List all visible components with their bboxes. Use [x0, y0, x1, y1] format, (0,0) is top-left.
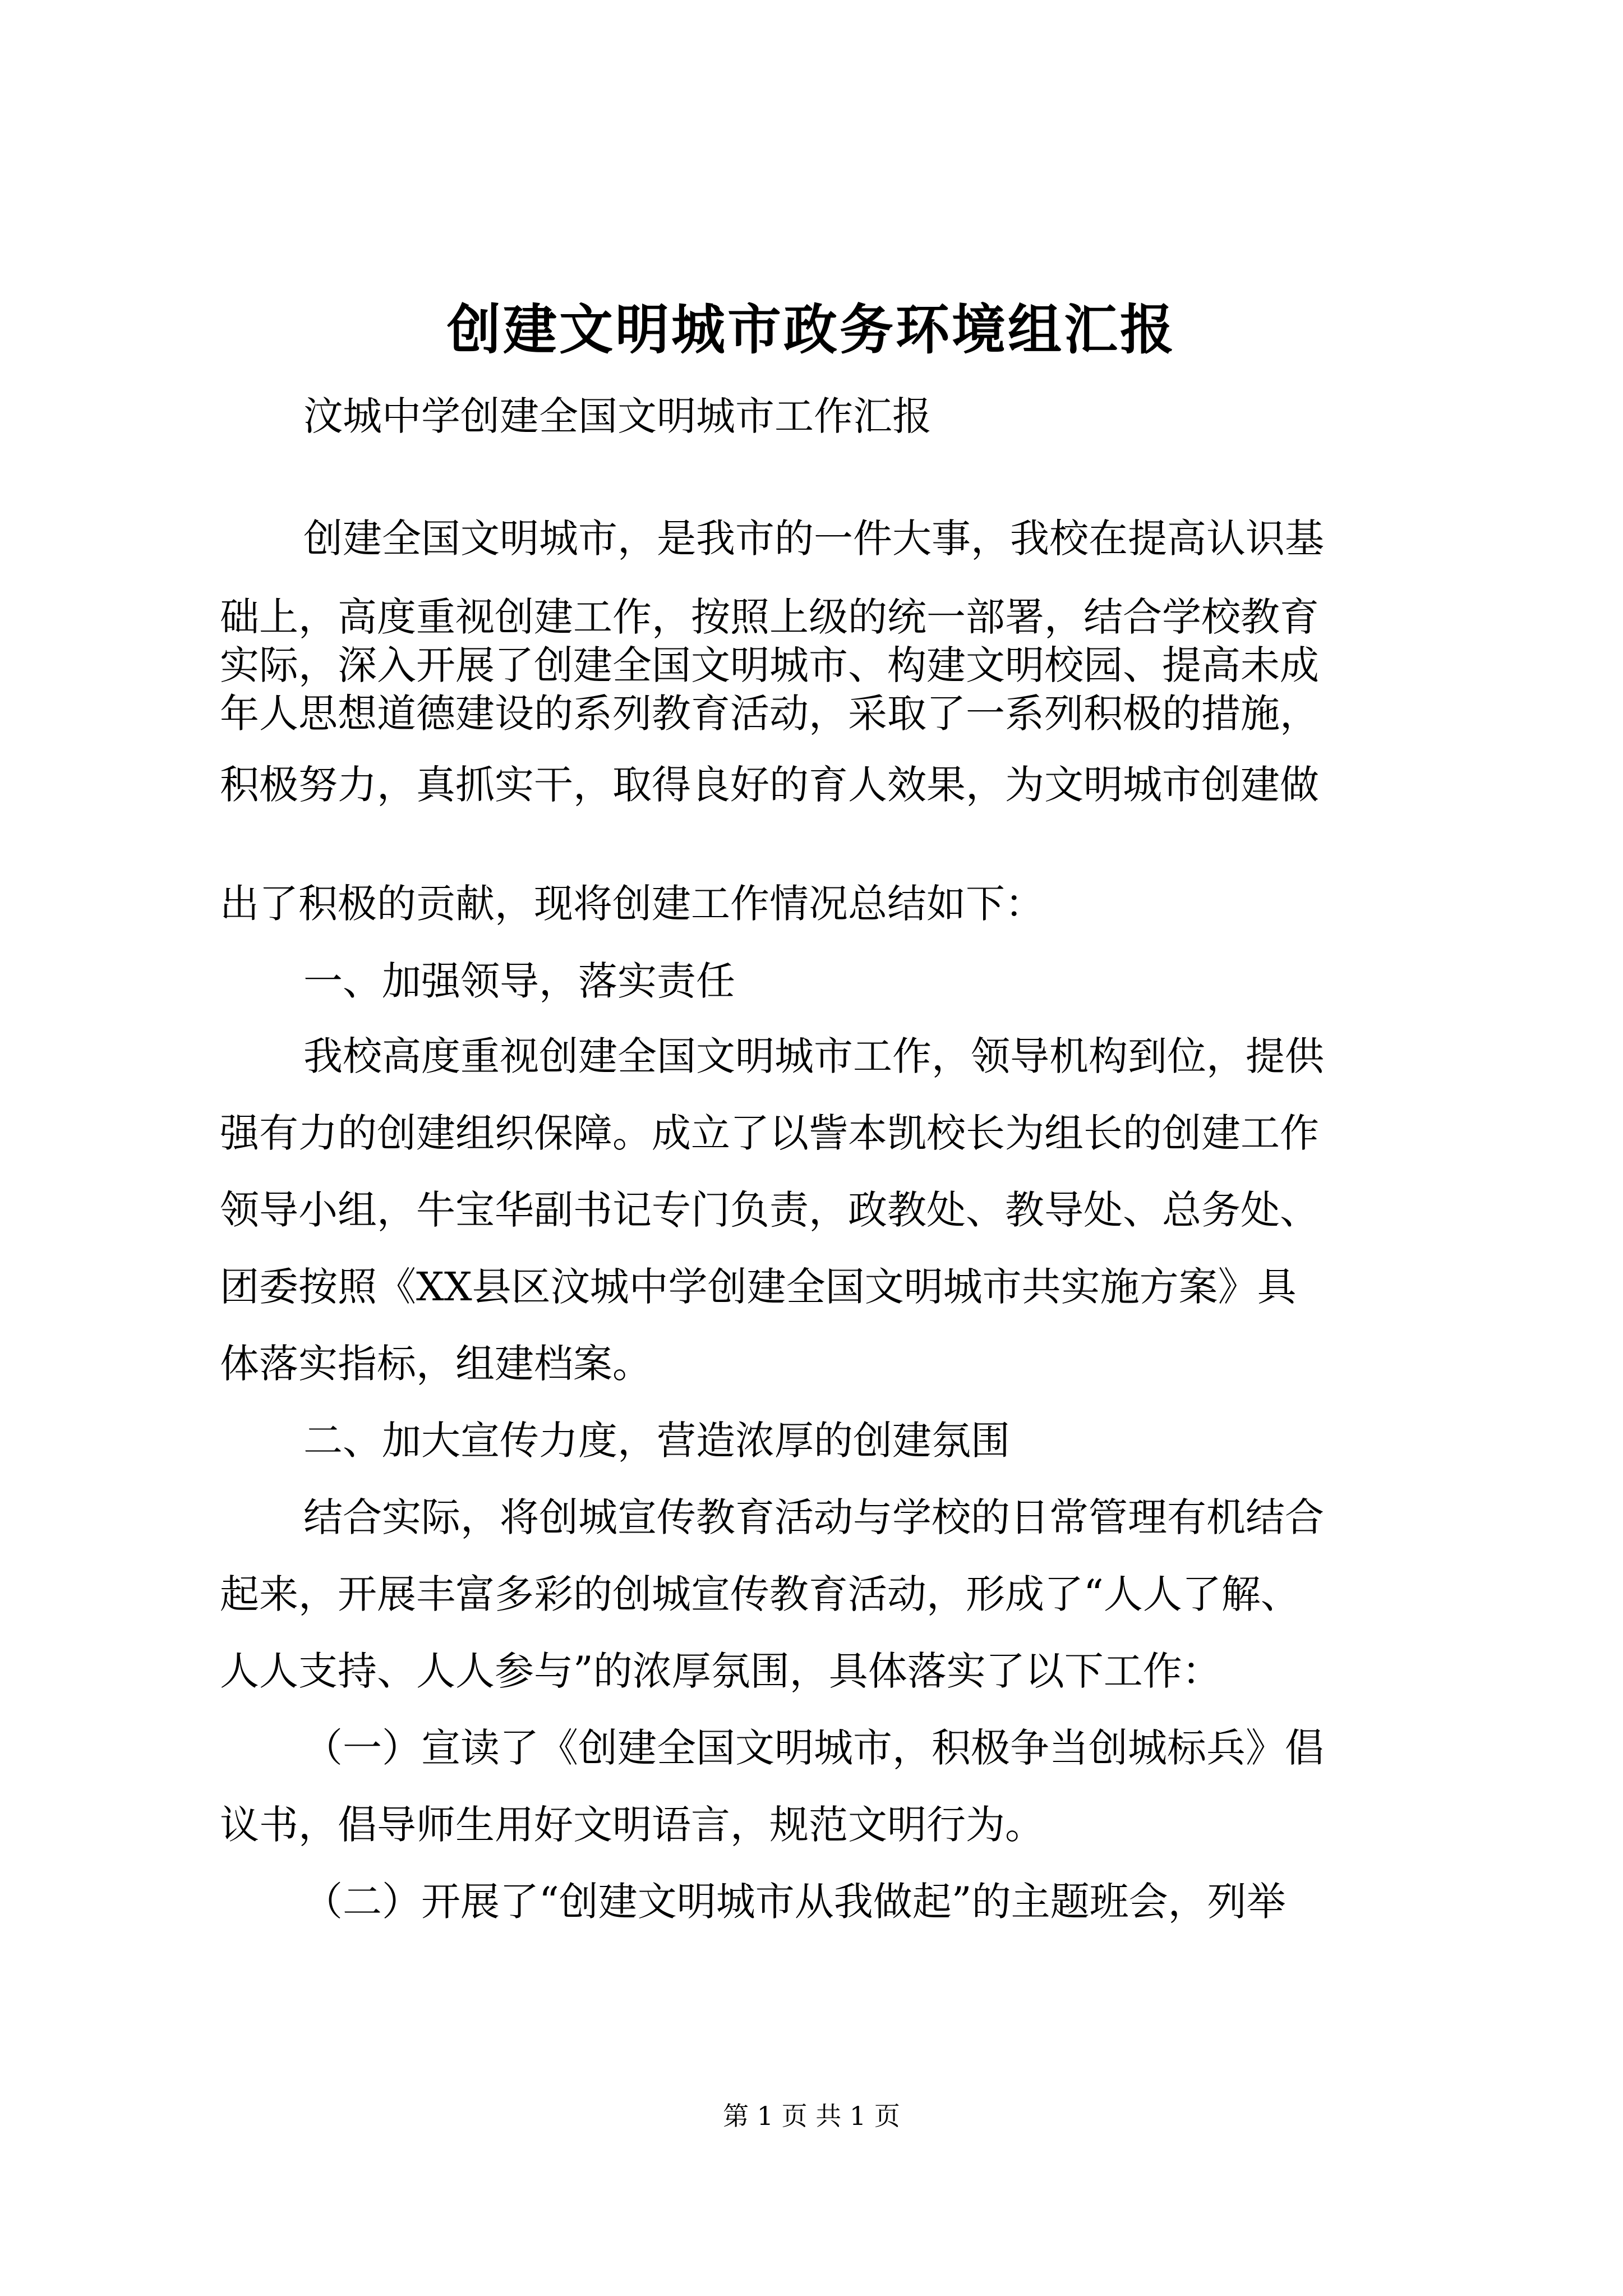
body-line: 础上，高度重视创建工作，按照上级的统一部署，结合学校教育 — [220, 594, 1319, 640]
body-line: 强有力的创建组织保障。成立了以訾本凯校长为组长的创建工作 — [220, 1110, 1319, 1156]
body-line: （一）宣读了《创建全国文明城市，积极争当创城标兵》倡 — [303, 1725, 1324, 1771]
body-line: 结合实际，将创城宣传教育活动与学校的日常管理有机结合 — [303, 1494, 1324, 1540]
body-line: 人人支持、人人参与”的浓厚氛围，具体落实了以下工作： — [220, 1648, 1221, 1694]
section-heading: 一、加强领导，落实责任 — [303, 958, 735, 1004]
body-line: 出了积极的贡献，现将创建工作情况总结如下： — [220, 881, 1044, 927]
body-line: （二）开展了“创建文明城市从我做起”的主题班会，列举 — [303, 1879, 1286, 1925]
page-footer: 第 1 页 共 1 页 — [723, 2101, 900, 2131]
body-line: 团委按照《XX县区汶城中学创建全国文明城市共实施方案》具 — [220, 1264, 1297, 1310]
body-line: 体落实指标，组建档案。 — [220, 1341, 652, 1387]
body-line: 积极努力，真抓实干，取得良好的育人效果，为文明城市创建做 — [220, 762, 1319, 808]
body-line: 领导小组，牛宝华副书记专门负责，政教处、教导处、总务处、 — [220, 1187, 1319, 1233]
section-heading: 二、加大宣传力度，营造浓厚的创建氛围 — [303, 1418, 1010, 1464]
body-line: 创建全国文明城市，是我市的一件大事，我校在提高认识基 — [303, 516, 1324, 562]
body-line: 年人思想道德建设的系列教育活动，采取了一系列积极的措施， — [220, 691, 1319, 737]
body-line: 我校高度重视创建全国文明城市工作，领导机构到位，提供 — [303, 1033, 1324, 1079]
document-title: 创建文明城市政务环境组汇报 — [447, 298, 1176, 361]
subtitle-line: 汶城中学创建全国文明城市工作汇报 — [303, 393, 932, 439]
body-line: 议书，倡导师生用好文明语言，规范文明行为。 — [220, 1802, 1044, 1848]
body-line: 起来，开展丰富多彩的创城宣传教育活动，形成了“人人了解、 — [220, 1571, 1300, 1617]
body-line: 实际，深入开展了创建全国文明城市、构建文明校园、提高未成 — [220, 642, 1319, 688]
